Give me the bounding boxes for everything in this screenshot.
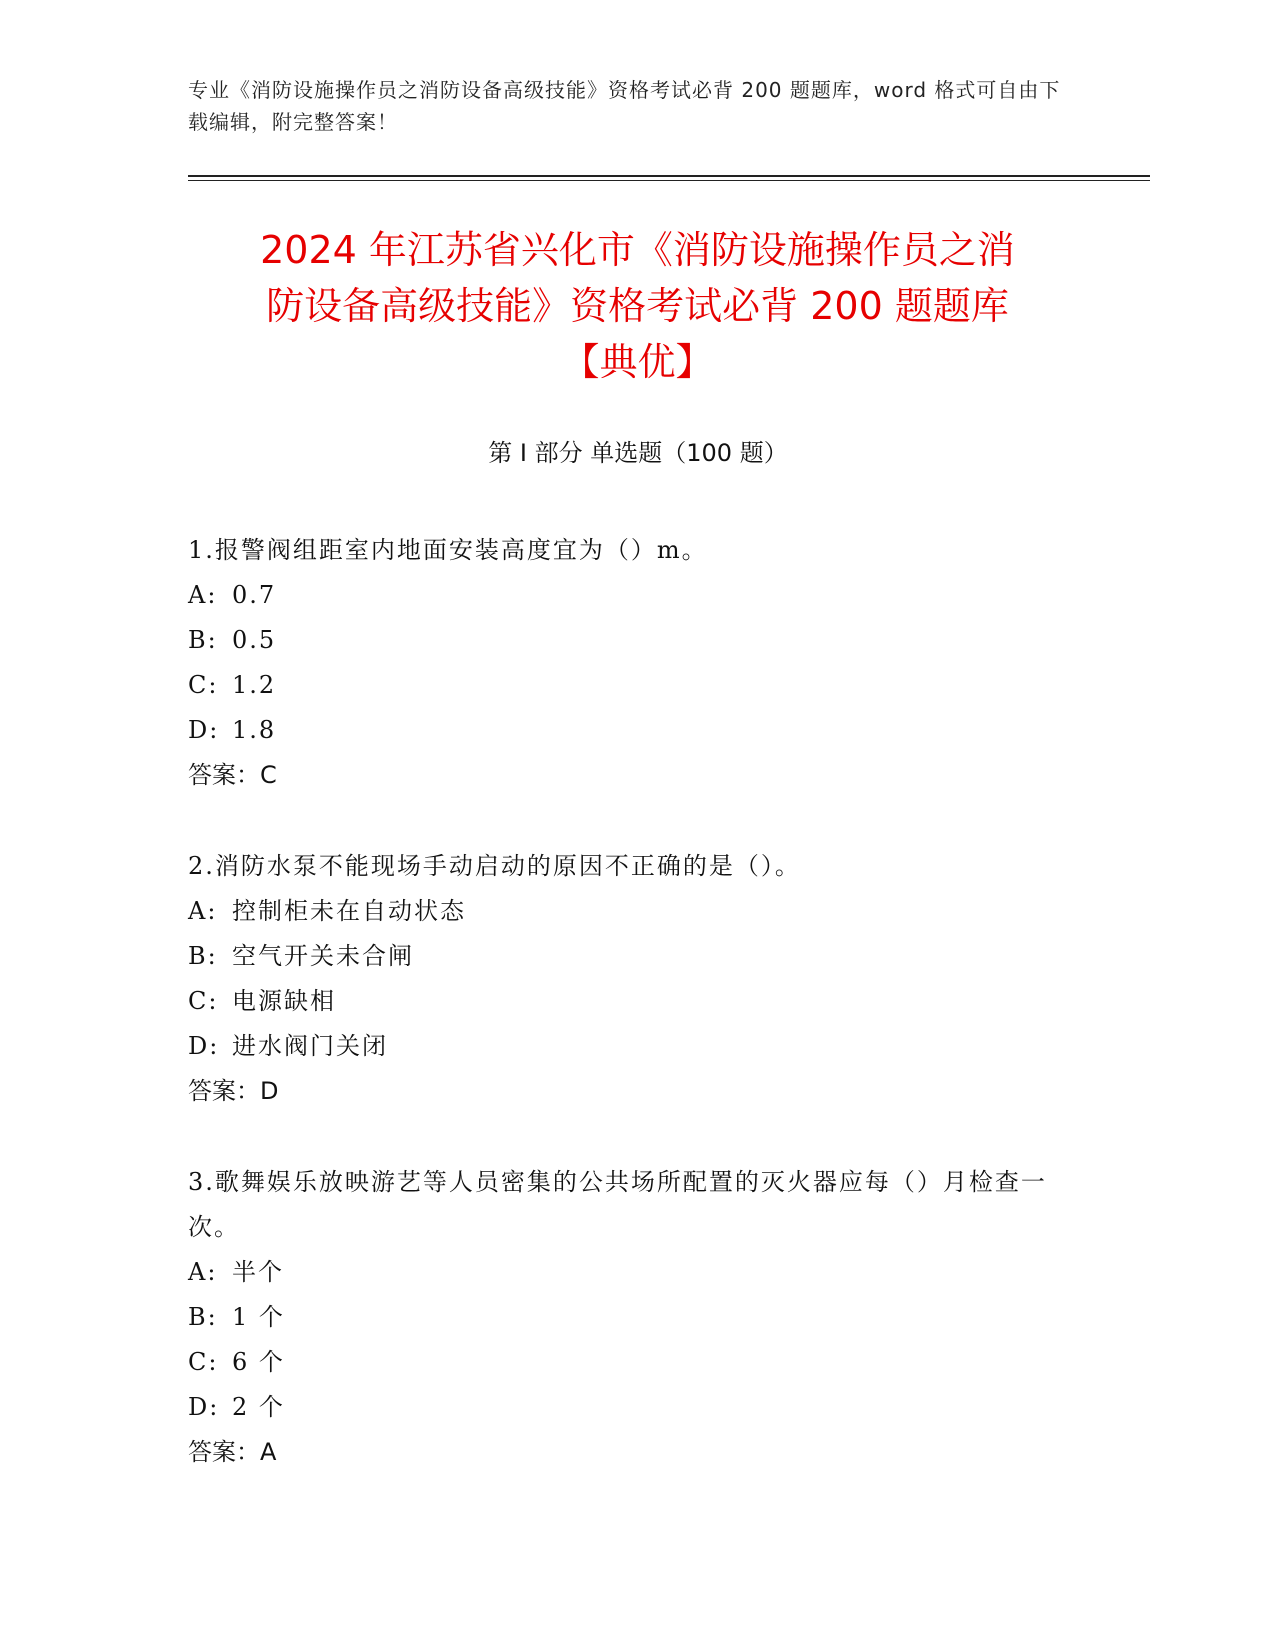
option-text: 进水阀门关闭 [232,1032,388,1060]
option-key: B: [188,942,218,970]
option-key: D: [188,716,220,744]
option-a [188,573,1088,618]
option-key: D: [188,1032,220,1060]
option-text: 1.2 [232,671,277,699]
option-text: 2 个 [232,1393,285,1421]
question-stem: 2.消防水泵不能现场手动启动的原因不正确的是（）。 [188,852,801,880]
header-divider-thin [188,180,1150,181]
option-key: B: [188,1303,218,1331]
header-divider-thick [188,175,1150,177]
option-key: A: [188,1258,218,1286]
answer: 答案：D [188,1077,279,1105]
option-b [188,1295,1088,1340]
header-note: 专业《消防设施操作员之消防设备高级技能》资格考试必背 200 题题库，word 格式可自由下载编辑，附完整答案！ [188,78,1061,134]
option-b [188,934,1088,979]
option-c [188,1340,1088,1385]
question-2 [188,844,1088,1114]
option-c [188,979,1088,1024]
question-stem: 3.歌舞娱乐放映游艺等人员密集的公共场所配置的灭火器应每（）月检查一次。 [188,1168,1047,1241]
question-1 [188,528,1088,798]
option-key: A: [188,581,218,609]
option-key: B: [188,626,218,654]
option-text: 半个 [232,1258,284,1286]
option-d [188,1024,1088,1069]
option-key: A: [188,897,218,925]
option-key: C: [188,1348,219,1376]
document-title [140,222,1135,390]
option-a [188,1250,1088,1295]
option-d [188,708,1088,753]
option-text: 电源缺相 [232,987,336,1015]
answer: 答案：C [188,761,277,789]
document-title-line-2: 防设备高级技能》资格考试必背 200 题题库 [266,284,1009,328]
option-text: 0.7 [232,581,277,609]
option-b [188,618,1088,663]
option-key: C: [188,671,219,699]
option-text: 1 个 [232,1303,285,1331]
option-text: 空气开关未合闸 [232,942,414,970]
answer: 答案：A [188,1438,277,1466]
option-a [188,889,1088,934]
option-key: C: [188,987,219,1015]
question-3 [188,1160,1088,1475]
question-stem: 1.报警阀组距室内地面安装高度宜为（）m。 [188,536,708,564]
option-text: 6 个 [232,1348,285,1376]
option-c [188,663,1088,708]
option-text: 控制柜未在自动状态 [232,897,466,925]
option-text: 0.5 [232,626,277,654]
option-text: 1.8 [232,716,277,744]
option-key: D: [188,1393,220,1421]
section-heading: 第 I 部分 单选题（100 题） [488,439,788,467]
option-d [188,1385,1088,1430]
document-title-line-3: 【典优】 [561,340,714,384]
document-title-line-1: 2024 年江苏省兴化市《消防设施操作员之消 [260,228,1015,272]
